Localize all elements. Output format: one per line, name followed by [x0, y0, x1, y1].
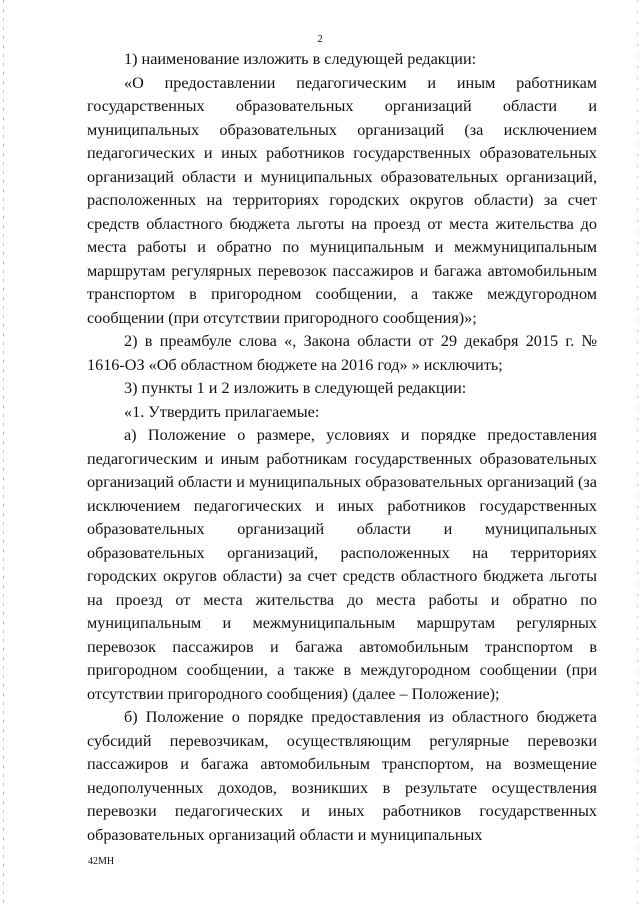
- page-number: 2: [317, 33, 323, 45]
- paragraph-subitem-b: б) Положение о порядке предоставления из областного бюджета субсидий перевозчикам, осуществляющим регулярные перевозки пассажиров и багажа автомобильным транспортом, на возмещение недополученных доходов, возникших в результате осуществления перевозки педагогических и иных работников государственных образовательных организаций области и муниципальных: [87, 708, 597, 844]
- document-body: [87, 48, 597, 847]
- paragraph-new-title: «О предоставлении педагогическим и иным работникам государственных образовательных организаций области и муниципальных образовательных организаций (за исключением педагогических и иных работников государственных образовательных организаций области и муниципальных образовательных организаций, расположенных на территориях городских округов области) за счет средств областного бюджета льготы на проезд от места жительства до места работы и обратно по муниципальным и межмуниципальным маршрутам регулярных перевозок пассажиров и багажа автомобильным транспортом в пригородном сообщении, а также междугородном сообщении (при отсутствии пригородного сообщения)»;: [87, 73, 597, 327]
- paragraph-item-3: 3) пункты 1 и 2 изложить в следующей редакции:: [124, 379, 467, 397]
- paragraph-item-2: 2) в преамбуле слова «, Закона области от 29 декабря 2015 г. № 1616-ОЗ «Об областном бюджете на 2016 год» » исключить;: [87, 332, 597, 374]
- document-code: 42МН: [88, 856, 115, 867]
- paragraph-item-1: 1) наименование изложить в следующей редакции:: [124, 50, 477, 68]
- paragraph-approve: «1. Утвердить прилагаемые:: [124, 402, 320, 421]
- scan-edge-left: [3, 0, 4, 905]
- scan-edge-right: [637, 0, 638, 905]
- paragraph-subitem-a: а) Положение о размере, условиях и порядке предоставления педагогическим и иным работникам государственных образовательных организаций области и муниципальных образовательных организаций (за исключением педагогических и иных работников государственных образовательных организаций области и муниципальных образовательных организаций, расположенных на территориях городских округов области) за счет средств областного бюджета льготы на проезд от места жительства до места работы и обратно по муниципальным и межмуниципальным маршрутам регулярных перевозок пассажиров и багажа автомобильным транспортом в пригородном сообщении, а также в междугородном сообщении (при отсутствии пригородного сообщения) (далее – Положение);: [87, 426, 597, 703]
